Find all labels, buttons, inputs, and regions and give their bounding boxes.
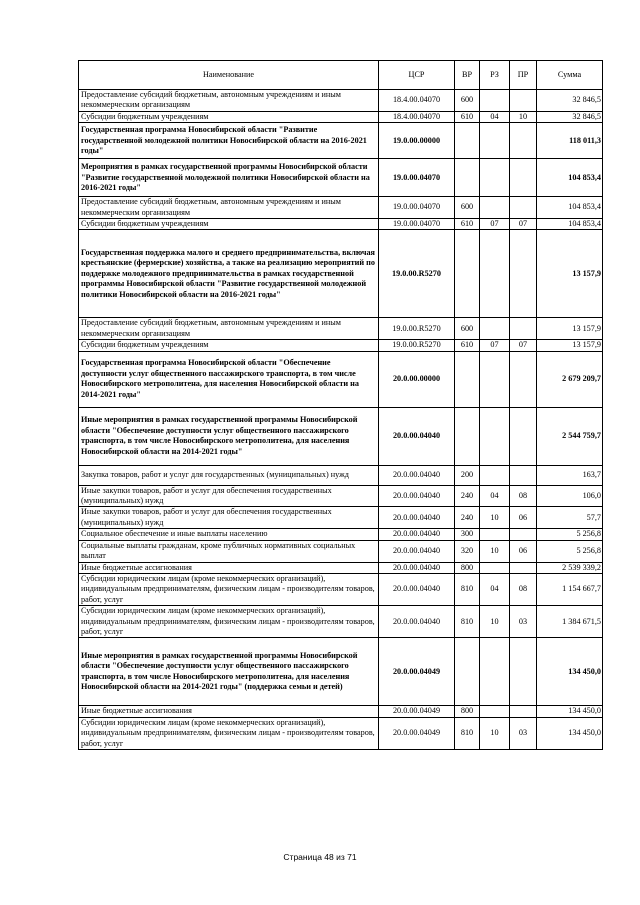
cell-pr <box>510 706 537 717</box>
table-row <box>79 573 603 605</box>
cell-name: Предоставление субсидий бюджетным, автономным учреждениям и иным некоммерческим организациям <box>79 318 379 340</box>
cell-vr <box>455 407 480 465</box>
cell-rz: 07 <box>480 340 510 351</box>
cell-vr: 610 <box>455 111 480 122</box>
cell-csr: 19.0.00.00000 <box>379 123 455 159</box>
table-row <box>79 638 603 706</box>
cell-pr <box>510 123 537 159</box>
cell-rz <box>480 706 510 717</box>
table-row <box>79 606 603 638</box>
cell-pr: 03 <box>510 606 537 638</box>
cell-rz <box>480 90 510 112</box>
cell-pr <box>510 529 537 540</box>
cell-csr: 20.0.00.04049 <box>379 717 455 749</box>
cell-csr: 18.4.00.04070 <box>379 111 455 122</box>
cell-csr: 20.0.00.04040 <box>379 529 455 540</box>
table-row <box>79 230 603 318</box>
cell-rz <box>480 529 510 540</box>
cell-vr: 600 <box>455 90 480 112</box>
table-row <box>79 340 603 351</box>
cell-pr <box>510 407 537 465</box>
table-row <box>79 507 603 529</box>
cell-pr: 10 <box>510 111 537 122</box>
table-row <box>79 123 603 159</box>
cell-vr: 810 <box>455 606 480 638</box>
cell-rz: 10 <box>480 507 510 529</box>
cell-name: Иные бюджетные ассигнования <box>79 562 379 573</box>
cell-sum: 1 154 667,7 <box>537 573 603 605</box>
header-pr: ПР <box>510 61 537 90</box>
header-rz: РЗ <box>480 61 510 90</box>
cell-csr: 19.0.00.R5270 <box>379 318 455 340</box>
cell-rz: 10 <box>480 540 510 562</box>
cell-pr: 07 <box>510 219 537 230</box>
header-name: Наименование <box>79 61 379 90</box>
cell-rz <box>480 465 510 485</box>
page-number: Страница 48 из 71 <box>283 852 357 862</box>
cell-csr: 19.0.00.04070 <box>379 219 455 230</box>
cell-csr: 20.0.00.04040 <box>379 407 455 465</box>
cell-vr: 200 <box>455 465 480 485</box>
cell-vr: 800 <box>455 562 480 573</box>
cell-name: Иные закупки товаров, работ и услуг для обеспечения государственных (муниципальных) нужд <box>79 485 379 507</box>
cell-name: Иные закупки товаров, работ и услуг для обеспечения государственных (муниципальных) нужд <box>79 507 379 529</box>
cell-rz: 10 <box>480 606 510 638</box>
table-row <box>79 318 603 340</box>
cell-pr: 06 <box>510 507 537 529</box>
cell-csr: 19.0.00.R5270 <box>379 340 455 351</box>
table-row <box>79 485 603 507</box>
cell-name: Субсидии бюджетным учреждениям <box>79 340 379 351</box>
cell-csr: 19.0.00.04070 <box>379 197 455 219</box>
cell-name: Закупка товаров, работ и услуг для государственных (муниципальных) нужд <box>79 465 379 485</box>
cell-pr <box>510 197 537 219</box>
cell-csr: 20.0.00.04049 <box>379 638 455 706</box>
cell-vr: 810 <box>455 717 480 749</box>
cell-name: Иные мероприятия в рамках государственной программы Новосибирской области "Обеспечение доступности услуг общественного пассажирского транспорта, в том числе Новосибирского метрополитена, для населения Новосибирской области на 2014-2021 годы" <box>79 407 379 465</box>
table-row <box>79 562 603 573</box>
cell-name: Социальные выплаты гражданам, кроме публичных нормативных социальных выплат <box>79 540 379 562</box>
cell-rz <box>480 159 510 197</box>
cell-rz <box>480 123 510 159</box>
cell-pr: 08 <box>510 485 537 507</box>
cell-sum: 134 450,0 <box>537 717 603 749</box>
cell-name: Субсидии бюджетным учреждениям <box>79 111 379 122</box>
cell-sum: 118 011,3 <box>537 123 603 159</box>
cell-name: Субсидии юридическим лицам (кроме некоммерческих организаций), индивидуальным предпринимателям, физическим лицам - производителям товаров, работ, услуг <box>79 606 379 638</box>
table-row <box>79 706 603 717</box>
cell-sum: 2 544 759,7 <box>537 407 603 465</box>
cell-csr: 19.0.00.04070 <box>379 159 455 197</box>
cell-rz <box>480 562 510 573</box>
cell-pr: 08 <box>510 573 537 605</box>
cell-rz: 10 <box>480 717 510 749</box>
cell-pr <box>510 351 537 407</box>
cell-name: Предоставление субсидий бюджетным, автономным учреждениям и иным некоммерческим организациям <box>79 197 379 219</box>
cell-sum: 163,7 <box>537 465 603 485</box>
cell-name: Государственная поддержка малого и среднего предпринимательства, включая крестьянские (фермерские) хозяйства, а также на реализацию мероприятий по поддержке молодежного предпринимательства в рамках государственной программы Новосибирской области "Развитие государственной молодежной политики Новосибирской области на 2016-2021 годы" <box>79 230 379 318</box>
cell-sum: 5 256,8 <box>537 540 603 562</box>
cell-vr: 600 <box>455 318 480 340</box>
cell-name: Социальное обеспечение и иные выплаты населению <box>79 529 379 540</box>
cell-rz <box>480 318 510 340</box>
cell-pr <box>510 90 537 112</box>
cell-vr <box>455 123 480 159</box>
cell-rz <box>480 197 510 219</box>
table-row <box>79 529 603 540</box>
cell-rz <box>480 351 510 407</box>
cell-sum: 57,7 <box>537 507 603 529</box>
cell-vr: 240 <box>455 507 480 529</box>
cell-pr <box>510 638 537 706</box>
header-sum: Сумма <box>537 61 603 90</box>
cell-sum: 1 384 671,5 <box>537 606 603 638</box>
cell-name: Субсидии юридическим лицам (кроме некоммерческих организаций), индивидуальным предпринимателям, физическим лицам - производителям товаров, работ, услуг <box>79 717 379 749</box>
cell-pr: 03 <box>510 717 537 749</box>
cell-vr <box>455 351 480 407</box>
cell-rz: 04 <box>480 111 510 122</box>
header-csr: ЦСР <box>379 61 455 90</box>
cell-csr: 20.0.00.04040 <box>379 606 455 638</box>
cell-sum: 104 853,4 <box>537 197 603 219</box>
cell-sum: 134 450,0 <box>537 706 603 717</box>
cell-name: Иные мероприятия в рамках государственной программы Новосибирской области "Обеспечение доступности услуг общественного пассажирского транспорта, в том числе Новосибирского метрополитена, для населения Новосибирской области на 2014-2021 годы" (поддержка семьи и детей) <box>79 638 379 706</box>
cell-csr: 19.0.00.R5270 <box>379 230 455 318</box>
cell-vr: 240 <box>455 485 480 507</box>
cell-sum: 2 679 209,7 <box>537 351 603 407</box>
table-row <box>79 407 603 465</box>
cell-sum: 104 853,4 <box>537 159 603 197</box>
cell-csr: 20.0.00.04049 <box>379 706 455 717</box>
cell-sum: 134 450,0 <box>537 638 603 706</box>
cell-rz <box>480 407 510 465</box>
table-row <box>79 219 603 230</box>
cell-sum: 104 853,4 <box>537 219 603 230</box>
cell-pr <box>510 562 537 573</box>
header-vr: ВР <box>455 61 480 90</box>
table-row <box>79 351 603 407</box>
cell-csr: 20.0.00.04040 <box>379 507 455 529</box>
cell-csr: 20.0.00.04040 <box>379 540 455 562</box>
cell-csr: 20.0.00.04040 <box>379 562 455 573</box>
table-row <box>79 159 603 197</box>
cell-vr: 610 <box>455 340 480 351</box>
cell-vr <box>455 638 480 706</box>
cell-sum: 32 846,5 <box>537 111 603 122</box>
cell-pr: 07 <box>510 340 537 351</box>
cell-rz: 04 <box>480 573 510 605</box>
table-header-row <box>79 61 603 90</box>
cell-vr: 810 <box>455 573 480 605</box>
cell-sum: 2 539 339,2 <box>537 562 603 573</box>
cell-pr <box>510 159 537 197</box>
table-row <box>79 717 603 749</box>
cell-name: Государственная программа Новосибирской области "Развитие государственной молодежной политики Новосибирской области на 2016-2021 годы" <box>79 123 379 159</box>
cell-name: Субсидии бюджетным учреждениям <box>79 219 379 230</box>
document-page <box>78 60 602 750</box>
cell-vr: 800 <box>455 706 480 717</box>
cell-sum: 13 157,9 <box>537 340 603 351</box>
table-row <box>79 90 603 112</box>
cell-csr: 20.0.00.04040 <box>379 485 455 507</box>
cell-pr: 06 <box>510 540 537 562</box>
cell-vr: 300 <box>455 529 480 540</box>
cell-rz <box>480 638 510 706</box>
cell-rz: 07 <box>480 219 510 230</box>
cell-sum: 13 157,9 <box>537 230 603 318</box>
cell-name: Предоставление субсидий бюджетным, автономным учреждениям и иным некоммерческим организациям <box>79 90 379 112</box>
cell-pr <box>510 318 537 340</box>
cell-rz <box>480 230 510 318</box>
cell-name: Мероприятия в рамках государственной программы Новосибирской области "Развитие государственной молодежной политики Новосибирской области на 2016-2021 годы" <box>79 159 379 197</box>
cell-csr: 20.0.00.04040 <box>379 573 455 605</box>
cell-vr <box>455 230 480 318</box>
table-row <box>79 197 603 219</box>
cell-pr <box>510 465 537 485</box>
table-row <box>79 465 603 485</box>
table-row <box>79 111 603 122</box>
cell-csr: 20.0.00.04040 <box>379 465 455 485</box>
cell-sum: 5 256,8 <box>537 529 603 540</box>
cell-name: Государственная программа Новосибирской области "Обеспечение доступности услуг общественного пассажирского транспорта, в том числе Новосибирского метрополитена, для населения Новосибирской области на 2014-2021 годы" <box>79 351 379 407</box>
cell-vr: 610 <box>455 219 480 230</box>
cell-pr <box>510 230 537 318</box>
cell-csr: 20.0.00.00000 <box>379 351 455 407</box>
cell-sum: 13 157,9 <box>537 318 603 340</box>
cell-name: Иные бюджетные ассигнования <box>79 706 379 717</box>
cell-vr <box>455 159 480 197</box>
cell-vr: 600 <box>455 197 480 219</box>
cell-csr: 18.4.00.04070 <box>379 90 455 112</box>
cell-sum: 106,0 <box>537 485 603 507</box>
cell-name: Субсидии юридическим лицам (кроме некоммерческих организаций), индивидуальным предпринимателям, физическим лицам - производителям товаров, работ, услуг <box>79 573 379 605</box>
cell-sum: 32 846,5 <box>537 90 603 112</box>
table-row <box>79 540 603 562</box>
budget-table <box>78 60 603 750</box>
cell-vr: 320 <box>455 540 480 562</box>
cell-rz: 04 <box>480 485 510 507</box>
